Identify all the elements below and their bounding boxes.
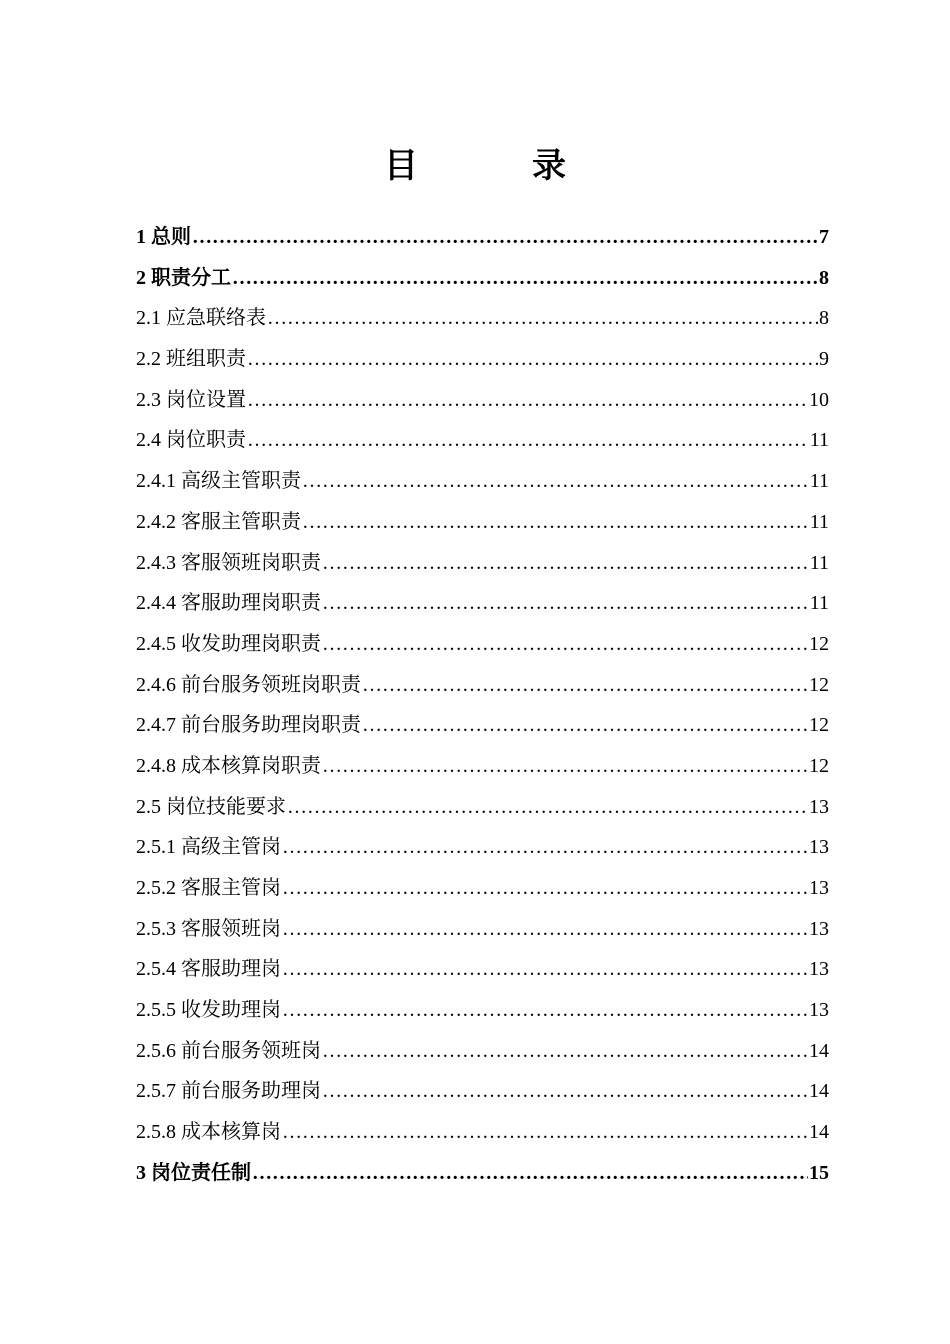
toc-entry-page-number: 11 xyxy=(809,510,829,533)
toc-entry-label: 2.5.7 前台服务助理岗 xyxy=(136,1080,321,1103)
toc-dot-leader xyxy=(302,502,809,543)
toc-entry[interactable] xyxy=(136,868,829,909)
toc-entry[interactable] xyxy=(136,1071,829,1112)
toc-entry-page-number: 11 xyxy=(809,551,829,574)
toc-entry-label: 2.2 班组职责 xyxy=(136,348,246,371)
toc-entry[interactable] xyxy=(136,990,829,1031)
toc-dot-leader xyxy=(282,1112,808,1153)
toc-entry-page-number: 14 xyxy=(809,1080,829,1103)
toc-entry-label: 2.4.4 客服助理岗职责 xyxy=(136,592,321,615)
toc-entry-page-number: 13 xyxy=(809,877,829,899)
toc-dot-leader xyxy=(247,339,818,380)
page-title: 目 录 xyxy=(384,146,606,186)
toc-entry-page-number: 8 xyxy=(819,266,829,289)
toc-entry[interactable] xyxy=(136,1112,829,1153)
toc-entry-label: 2.4.5 收发助理岗职责 xyxy=(136,632,321,655)
toc-dot-leader xyxy=(322,624,808,665)
toc-dot-leader xyxy=(282,827,808,868)
toc-entry-label: 2.4.1 高级主管职责 xyxy=(136,470,301,493)
toc-dot-leader xyxy=(282,868,808,909)
toc-dot-leader xyxy=(192,217,818,258)
toc-entry[interactable] xyxy=(136,746,829,787)
toc-entry-page-number: 10 xyxy=(809,388,829,411)
toc-entry-label: 2.3 岗位设置 xyxy=(136,388,246,411)
toc-dot-leader xyxy=(247,420,809,461)
toc-entry-label: 2.5.4 客服助理岗 xyxy=(136,958,281,981)
toc-entry[interactable] xyxy=(136,1153,829,1194)
toc-entry[interactable] xyxy=(136,258,829,299)
toc-entry[interactable] xyxy=(136,705,829,746)
toc-entry[interactable] xyxy=(136,624,829,665)
toc-entry-page-number: 15 xyxy=(809,1161,829,1184)
toc-entry-page-number: 13 xyxy=(809,836,829,859)
toc-entry[interactable] xyxy=(136,949,829,990)
toc-entry-page-number: 13 xyxy=(809,917,829,940)
toc-entry-page-number: 13 xyxy=(809,999,829,1022)
toc-entry-page-number: 11 xyxy=(809,429,829,452)
toc-entry[interactable] xyxy=(136,665,829,706)
toc-entry-label: 2.1 应急联络表 xyxy=(136,307,266,330)
toc-dot-leader xyxy=(267,298,818,339)
toc-dot-leader xyxy=(247,380,808,421)
toc-entry-label: 2.4.8 成本核算岗职责 xyxy=(136,754,321,777)
toc-dot-leader xyxy=(322,1031,808,1072)
toc-entry-page-number: 9 xyxy=(819,348,829,371)
toc-entry-label: 2.4 岗位职责 xyxy=(136,429,246,452)
toc-entry-label: 2.5 岗位技能要求 xyxy=(136,795,286,818)
toc-dot-leader xyxy=(252,1153,808,1194)
toc-entry-page-number: 8 xyxy=(819,307,829,330)
toc-entry-label: 2.4.3 客服领班岗职责 xyxy=(136,551,321,574)
toc-entry[interactable] xyxy=(136,298,829,339)
toc-dot-leader xyxy=(282,909,808,950)
toc-entry[interactable] xyxy=(136,827,829,868)
toc-entry-page-number: 12 xyxy=(809,754,829,777)
toc-entry-label: 2.5.2 客服主管岗 xyxy=(136,877,281,899)
toc-dot-leader xyxy=(362,665,808,706)
toc-dot-leader xyxy=(322,543,809,584)
toc-dot-leader xyxy=(232,258,818,299)
toc-entry-label: 2.4.2 客服主管职责 xyxy=(136,510,301,533)
toc-entry-page-number: 13 xyxy=(809,795,829,818)
toc-dot-leader xyxy=(282,990,808,1031)
toc-entry-page-number: 11 xyxy=(809,470,829,493)
table-of-contents xyxy=(136,217,829,1194)
toc-entry-page-number: 14 xyxy=(809,1121,829,1144)
toc-entry[interactable] xyxy=(136,583,829,624)
toc-entry-page-number: 12 xyxy=(809,632,829,655)
toc-entry[interactable] xyxy=(136,1031,829,1072)
toc-entry[interactable] xyxy=(136,380,829,421)
toc-entry-page-number: 12 xyxy=(809,673,829,696)
toc-entry-page-number: 14 xyxy=(809,1039,829,1062)
toc-entry-label: 1 总则 xyxy=(136,226,191,248)
toc-dot-leader xyxy=(322,746,808,787)
toc-entry[interactable] xyxy=(136,543,829,584)
toc-entry[interactable] xyxy=(136,339,829,380)
toc-entry-label: 2.5.1 高级主管岗 xyxy=(136,836,281,859)
toc-entry[interactable] xyxy=(136,420,829,461)
toc-entry-label: 2.5.5 收发助理岗 xyxy=(136,999,281,1022)
toc-entry-page-number: 7 xyxy=(819,226,829,248)
toc-entry-label: 2 职责分工 xyxy=(136,266,231,289)
toc-entry-label: 2.5.3 客服领班岗 xyxy=(136,917,281,940)
toc-dot-leader xyxy=(287,787,808,828)
toc-entry-page-number: 12 xyxy=(809,714,829,737)
toc-entry-label: 2.5.6 前台服务领班岗 xyxy=(136,1039,321,1062)
toc-dot-leader xyxy=(302,461,809,502)
toc-entry-label: 3 岗位责任制 xyxy=(136,1161,251,1184)
toc-entry-label: 2.5.8 成本核算岗 xyxy=(136,1121,281,1144)
toc-entry[interactable] xyxy=(136,461,829,502)
toc-entry-label: 2.4.7 前台服务助理岗职责 xyxy=(136,714,361,737)
toc-entry-page-number: 13 xyxy=(809,958,829,981)
toc-dot-leader xyxy=(322,1071,808,1112)
toc-entry[interactable] xyxy=(136,787,829,828)
toc-dot-leader xyxy=(282,949,808,990)
toc-entry[interactable] xyxy=(136,909,829,950)
toc-entry-label: 2.4.6 前台服务领班岗职责 xyxy=(136,673,361,696)
toc-entry-page-number: 11 xyxy=(809,592,829,615)
toc-entry[interactable] xyxy=(136,217,829,258)
toc-dot-leader xyxy=(362,705,808,746)
toc-dot-leader xyxy=(322,583,809,624)
toc-entry[interactable] xyxy=(136,502,829,543)
